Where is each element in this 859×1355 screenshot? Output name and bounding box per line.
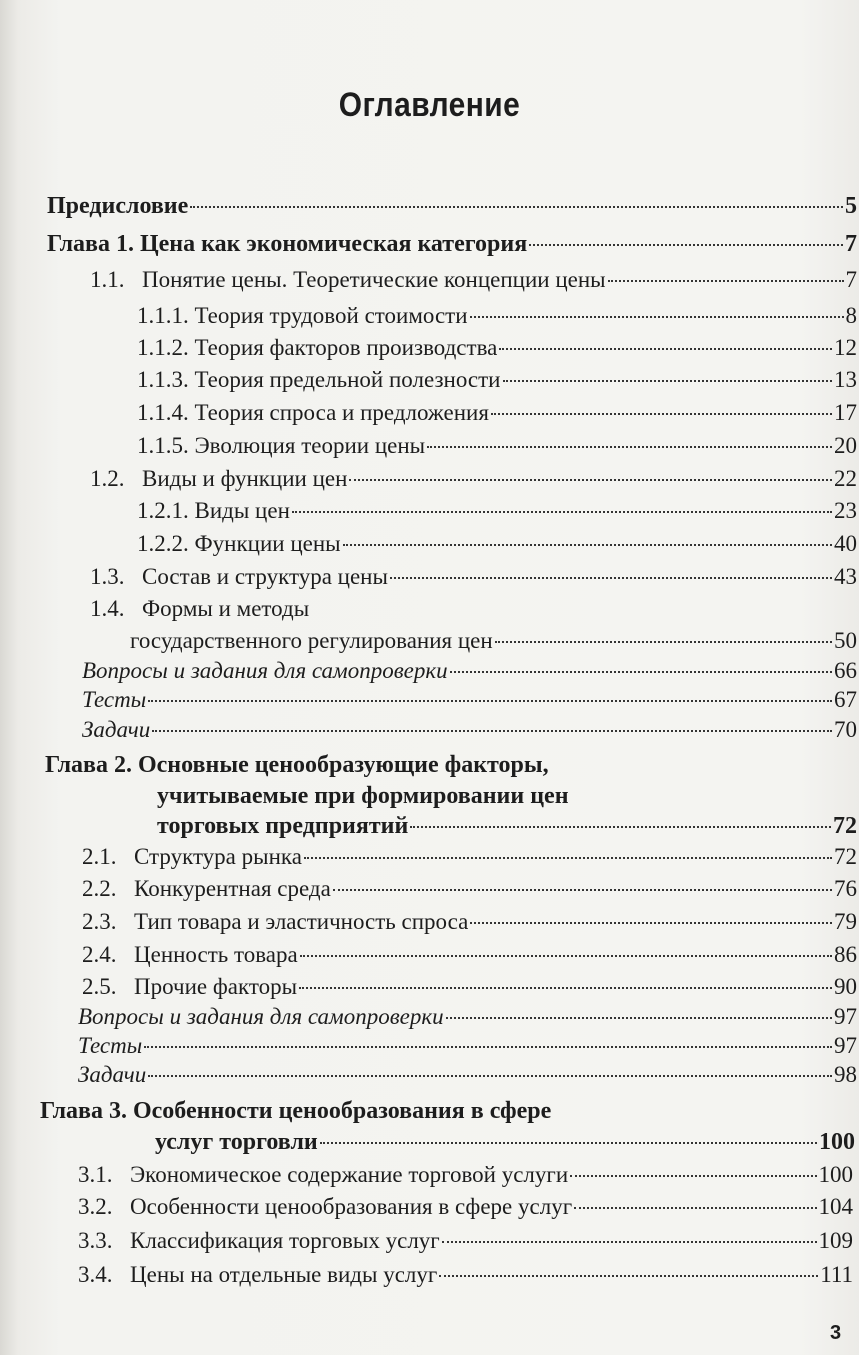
toc-tests-2[interactable] — [78, 1032, 857, 1060]
dot-leader — [410, 826, 831, 828]
toc-section-3-2[interactable] — [78, 1193, 853, 1221]
toc-entry-text: Вопросы и задания для самопроверки — [82, 658, 448, 683]
dot-leader — [574, 1207, 816, 1209]
toc-page-number: 98 — [834, 1062, 857, 1087]
toc-tasks-1[interactable] — [82, 716, 857, 744]
toc-entry-number: 3.3. — [78, 1228, 113, 1253]
toc-tasks-2[interactable] — [78, 1061, 857, 1089]
dot-leader — [470, 316, 844, 318]
toc-page-number: 17 — [834, 400, 857, 425]
toc-section-1-3[interactable] — [90, 563, 857, 591]
toc-entry-text: Экономическое содержание торговой услуги — [130, 1162, 569, 1187]
toc-page-number: 70 — [834, 717, 857, 742]
toc-entry-text: Тесты — [78, 1033, 143, 1058]
toc-entry-number: 3.1. — [78, 1162, 113, 1187]
toc-entry-text: Виды и функции цен — [142, 466, 348, 491]
toc-entry-text: 1.1.4. Теория спроса и предложения — [137, 400, 489, 425]
toc-page-number: 7 — [845, 267, 857, 292]
toc-entry-text: Формы и методы — [142, 596, 310, 621]
dot-leader — [190, 206, 843, 208]
toc-page-number: 90 — [834, 974, 857, 999]
dot-leader — [499, 348, 832, 350]
toc-entry-text: 1.1.1. Теория трудовой стоимости — [137, 303, 468, 328]
toc-entry-number: 2.1. — [82, 844, 117, 869]
toc-page-number: 20 — [834, 433, 857, 458]
dot-leader — [491, 413, 832, 415]
toc-page-number: 67 — [834, 687, 857, 712]
dot-leader — [304, 857, 832, 859]
toc-chapter-3-line1[interactable]: Глава 3. Особенности ценообразования в сфере — [40, 1098, 552, 1124]
dot-leader — [320, 1142, 817, 1144]
toc-page-number: 97 — [834, 1033, 857, 1058]
toc-page-number: 72 — [834, 844, 857, 869]
dot-leader — [608, 280, 844, 282]
toc-entry-number: 1.4. — [90, 596, 125, 621]
dot-leader — [442, 1241, 817, 1243]
toc-section-2-2[interactable] — [82, 875, 857, 903]
toc-page-number: 76 — [834, 876, 857, 901]
toc-entry-text: Понятие цены. Теоретические концепции цены — [142, 267, 606, 292]
toc-entry-number: 1.3. — [90, 564, 125, 589]
toc-page-number: 72 — [833, 813, 857, 839]
dot-leader — [503, 380, 833, 382]
toc-entry-number: 3.2. — [78, 1194, 113, 1219]
dot-leader — [333, 889, 832, 891]
toc-page-number: 13 — [834, 367, 857, 392]
toc-section-1-4-line1[interactable] — [90, 595, 857, 623]
toc-entry-number: 1.2. — [90, 466, 125, 491]
toc-entry-text: Классификация торговых услуг — [130, 1228, 440, 1253]
toc-questions-2[interactable] — [78, 1003, 857, 1031]
toc-entry-text: Тип товара и эластичность спроса — [134, 909, 469, 934]
toc-subsection-1-1-2[interactable] — [137, 334, 857, 362]
dot-leader — [300, 955, 832, 957]
dot-leader — [427, 446, 832, 448]
toc-entry-preface[interactable] — [47, 192, 857, 220]
toc-entry-text: государственного регулирования цен — [130, 628, 493, 653]
toc-page-number: 97 — [834, 1004, 857, 1029]
toc-entry-text: Цены на отдельные виды услуг — [130, 1262, 438, 1287]
toc-subsection-1-1-5[interactable] — [137, 432, 857, 460]
toc-chapter-3-line2[interactable] — [155, 1128, 855, 1156]
toc-page-number: 12 — [834, 335, 857, 360]
toc-entry-text: Задачи — [78, 1062, 147, 1087]
dot-leader — [292, 511, 832, 513]
dot-leader — [439, 1275, 818, 1277]
toc-entry-text: 1.2.2. Функции цены — [137, 531, 341, 556]
toc-tests-1[interactable] — [82, 686, 857, 714]
toc-section-3-1[interactable] — [78, 1161, 853, 1189]
toc-questions-1[interactable] — [82, 657, 857, 685]
toc-page-number: 23 — [834, 498, 857, 523]
dot-leader — [343, 544, 832, 546]
toc-entry-text: услуг торговли — [155, 1129, 318, 1155]
toc-page-number: 66 — [834, 658, 857, 683]
toc-section-2-3[interactable] — [82, 908, 857, 936]
toc-page-number: 50 — [834, 628, 857, 653]
toc-entry-text: торговых предприятий — [157, 813, 409, 839]
toc-entry-text: Структура рынка — [134, 844, 302, 869]
toc-page-number: 7 — [845, 231, 857, 257]
dot-leader — [446, 1017, 832, 1019]
toc-page-number: 100 — [818, 1162, 853, 1187]
page-number: 3 — [830, 1322, 842, 1344]
toc-entry-text: Тесты — [82, 687, 147, 712]
toc-chapter-2-line3[interactable] — [157, 812, 857, 840]
toc-entry-number: 2.5. — [82, 974, 117, 999]
toc-entry-text: Ценность товара — [134, 942, 298, 967]
toc-entry-text: Предисловие — [47, 193, 189, 219]
toc-entry-text: Задачи — [82, 717, 151, 742]
toc-page-number: 8 — [845, 303, 857, 328]
dot-leader — [148, 700, 832, 702]
toc-section-2-5[interactable] — [82, 973, 857, 1001]
toc-section-1-4-line2[interactable] — [130, 627, 857, 655]
toc-entry-text: 1.1.2. Теория факторов производства — [137, 335, 498, 360]
toc-page-number: 5 — [845, 193, 857, 219]
toc-page-number: 22 — [834, 466, 857, 491]
toc-section-3-3[interactable] — [78, 1227, 853, 1255]
dot-leader — [349, 479, 832, 481]
toc-entry-text: Прочие факторы — [134, 974, 298, 999]
dot-leader — [152, 730, 832, 732]
toc-entry-number: 2.4. — [82, 942, 117, 967]
dot-leader — [570, 1175, 816, 1177]
toc-section-1-2[interactable] — [90, 465, 857, 493]
toc-page-number: 79 — [834, 909, 857, 934]
toc-page-number: 86 — [834, 942, 857, 967]
toc-entry-number: 1.1. — [90, 267, 125, 292]
toc-section-1-1[interactable] — [90, 266, 857, 294]
toc-chapter-1[interactable] — [47, 230, 857, 258]
dot-leader — [495, 641, 832, 643]
toc-subsection-1-1-3[interactable] — [137, 366, 857, 394]
toc-subsection-1-2-1[interactable] — [137, 497, 857, 525]
page-title: Оглавление — [338, 86, 521, 124]
toc-section-2-1[interactable] — [82, 843, 857, 871]
toc-section-3-4[interactable] — [78, 1261, 853, 1289]
dot-leader — [390, 577, 832, 579]
toc-page-number: 109 — [818, 1228, 853, 1253]
toc-entry-text: 1.1.3. Теория предельной полезности — [137, 367, 501, 392]
toc-entry-text: Глава 1. Цена как экономическая категория — [47, 231, 528, 257]
toc-page-number: 111 — [820, 1262, 853, 1287]
dot-leader — [529, 244, 843, 246]
toc-subsection-1-1-4[interactable] — [137, 399, 857, 427]
toc-page-number: 40 — [834, 531, 857, 556]
toc-entry-text: Особенности ценообразования в сфере услуг — [130, 1194, 573, 1219]
toc-entry-number: 2.3. — [82, 909, 117, 934]
dot-leader — [148, 1075, 832, 1077]
toc-section-2-4[interactable] — [82, 941, 857, 969]
dot-leader — [470, 922, 832, 924]
toc-chapter-2-line1[interactable]: Глава 2. Основные ценообразующие факторы, — [45, 752, 549, 778]
dot-leader — [144, 1046, 832, 1048]
toc-chapter-2-line2[interactable]: учитываемые при формировании цен — [157, 783, 569, 809]
toc-entry-text: Состав и структура цены — [142, 564, 388, 589]
dot-leader — [450, 671, 832, 673]
toc-entry-text: 1.2.1. Виды цен — [137, 498, 290, 523]
dot-leader — [299, 987, 832, 989]
toc-subsection-1-1-1[interactable] — [137, 302, 857, 330]
toc-entry-text: Конкурентная среда — [134, 876, 331, 901]
toc-page-number: 43 — [834, 564, 857, 589]
toc-entry-number: 2.2. — [82, 876, 117, 901]
toc-page-number: 100 — [819, 1129, 855, 1155]
toc-entry-text: 1.1.5. Эволюция теории цены — [137, 433, 426, 458]
toc-subsection-1-2-2[interactable] — [137, 530, 857, 558]
toc-entry-number: 3.4. — [78, 1262, 113, 1287]
toc-page-number: 104 — [818, 1194, 853, 1219]
toc-entry-text: Вопросы и задания для самопроверки — [78, 1004, 444, 1029]
